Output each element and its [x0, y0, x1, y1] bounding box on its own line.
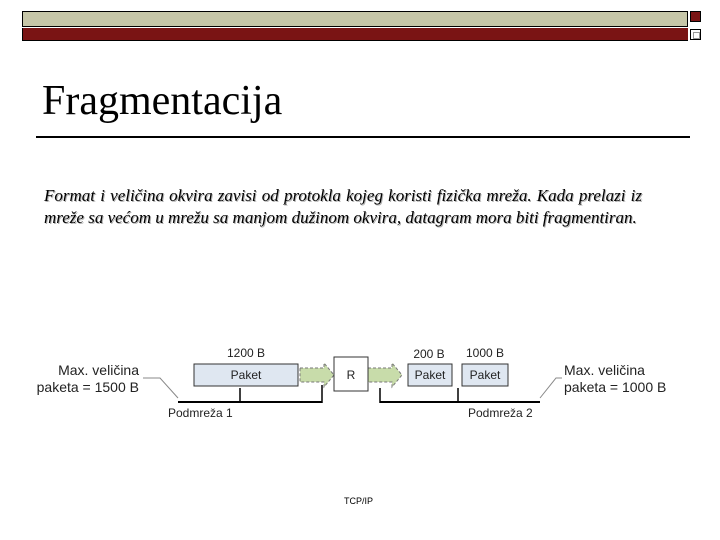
- packet-size-200: 200 B: [413, 347, 445, 361]
- arrow-right: [368, 363, 402, 387]
- packet-size-1000: 1000 B: [465, 346, 505, 360]
- right-max-size-label-2: paketa = 1000 B: [564, 379, 667, 395]
- header-bar: [22, 11, 688, 27]
- subnet2-label: Podmreža 2: [468, 406, 533, 420]
- corner-square-outline-icon: [690, 29, 701, 40]
- right-callout-line: [540, 378, 562, 398]
- arrow-left: [300, 363, 334, 387]
- packet-label-fragment-1: Paket: [414, 368, 446, 382]
- packet-label-left: Paket: [230, 368, 262, 382]
- header-accent-bar: [22, 28, 688, 41]
- packet-size-1200: 1200 B: [226, 346, 266, 360]
- left-max-size-label-2: paketa = 1500 B: [36, 379, 139, 395]
- slide-footer: TCP/IP: [344, 496, 374, 506]
- corner-square-icon: [690, 11, 701, 22]
- left-callout-line: [143, 378, 178, 398]
- left-max-size-label-1: Max. veličina: [58, 362, 139, 378]
- right-max-size-label-1: Max. veličina: [564, 362, 645, 378]
- router-label: R: [346, 368, 356, 382]
- slide-body-text: Format i veličina okvira zavisi od protokla kojeg koristi fizička mreža. Kada prelazi iz mreže sa većom u mrežu sa manjom dužinom okvira, datagram mora biti fragmentiran.: [44, 186, 642, 227]
- fragmentation-diagram: [0, 330, 720, 440]
- subnet1-label: Podmreža 1: [168, 406, 233, 420]
- title-divider: [36, 136, 690, 138]
- slide-title: Fragmentacija: [42, 78, 283, 124]
- packet-label-fragment-2: Paket: [469, 368, 501, 382]
